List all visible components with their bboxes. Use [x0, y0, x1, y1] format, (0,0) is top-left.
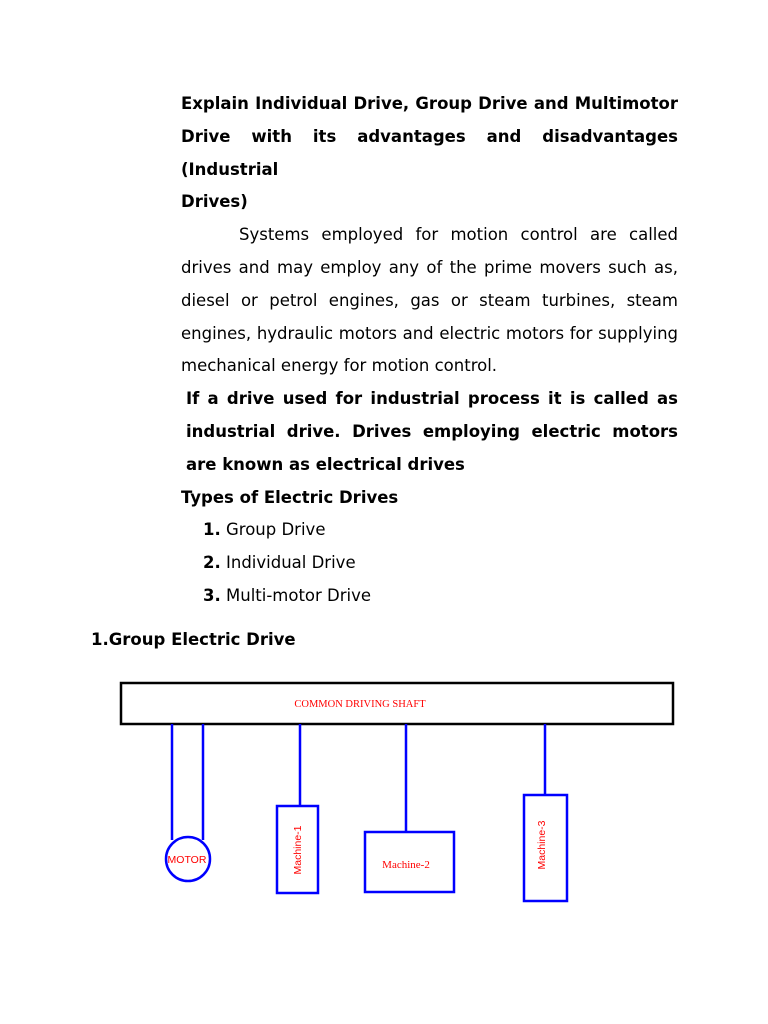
- list-item-number: 3.: [203, 585, 221, 605]
- list-item-label: Group Drive: [226, 520, 326, 540]
- machine-2-label: Machine-2: [382, 859, 430, 871]
- machine-1-label: Machine-1: [292, 825, 304, 875]
- list-item-number: 1.: [203, 520, 221, 540]
- list-item-label: Multi-motor Drive: [226, 585, 372, 605]
- list-item-number: 2.: [203, 553, 221, 573]
- page-heading-line-1: Explain Individual Drive, Group Drive and Multimotor Drive with its advantages and disadvantages (Industrial: [181, 94, 678, 179]
- machine-3-label: Machine-3: [536, 820, 548, 870]
- motor-label: MOTOR: [167, 854, 207, 866]
- industrial-drive-paragraph: If a drive used for industrial process it is called as industrial drive. Drives employing electric motors are known as electrical drives: [186, 389, 678, 474]
- section-title: 1.Group Electric Drive: [91, 630, 296, 649]
- shaft-label: COMMON DRIVING SHAFT: [294, 699, 426, 710]
- list-item-label: Individual Drive: [226, 553, 356, 573]
- types-heading: Types of Electric Drives: [181, 487, 399, 507]
- intro-paragraph: Systems employed for motion control are called drives and may employ any of the prime movers such as, diesel or petrol engines, gas or steam turbines, steam engines, hydraulic motors and electric motors for supplying mechanical energy for motion control.: [181, 225, 678, 376]
- page-heading-line-2: Drives): [181, 192, 248, 212]
